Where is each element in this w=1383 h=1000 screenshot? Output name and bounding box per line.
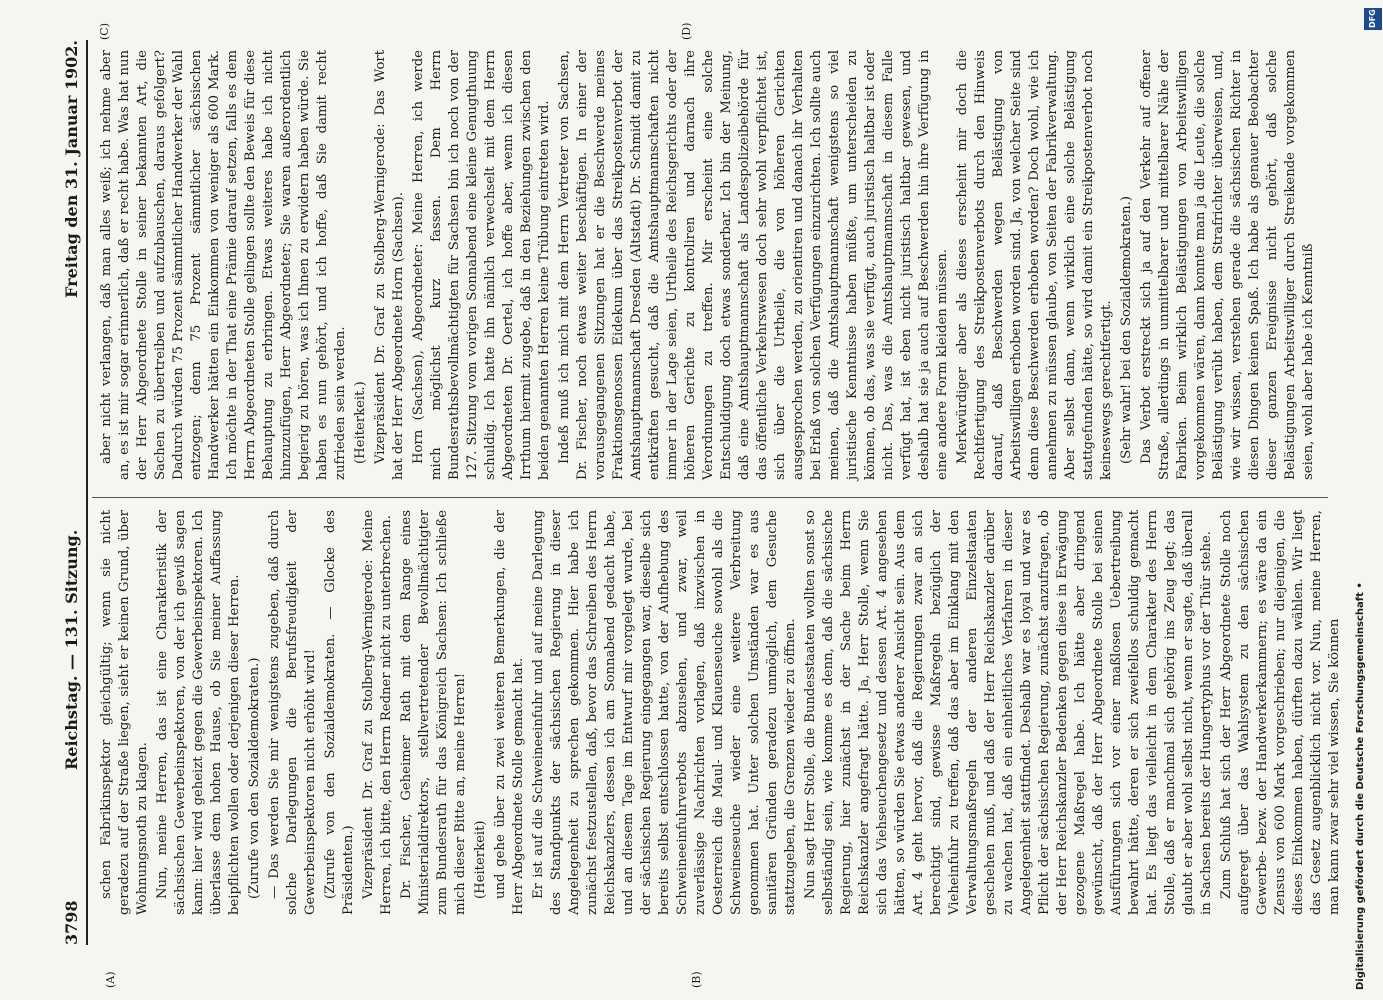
paragraph: aber nicht verlangen, daß man alles weiß; ich nehme aber an, es ist mir sogar erinnerlich, daß er recht habe. Was hat nun der Herr Abgeordnete Stolle in seiner bekannten Art, die Sachen zu übertreiben und aufzubauschen, daraus gefolgert? Dadurch würden 75 Prozent sämmtlicher Handwerker der Wahl entzogen; denn 75 Prozent sämmtlicher sächsischen Handwerker hätten ein Einkommen von weniger als 600 Mark. Ich möchte in der That eine Prämie darauf setzen, falls es dem Herrn Abgeordneten Stolle gelingen sollte den Beweis für diese Behauptung zu erbringen. Etwas weiteres habe ich nicht hinzuzufügen, Herr Abgeordneter; Sie waren außerordentlich begierig zu hören, was ich Ihnen zu erwidern haben würde. Sie haben es nun gehört, und ich hoffe, daß Sie damit recht zufrieden sein werden. (99, 50, 348, 480)
margin-marker-d: (D) (680, 22, 693, 40)
session-title: Reichstag. — 131. Sitzung. (62, 529, 81, 770)
page-number: 3798 (62, 900, 81, 945)
paragraph: Nun sagt Herr Stolle, die Bundesstaaten wollten sonst so selbständig sein, wie komme es denn, daß die sächsische Regierung, hier zunächst in der Sache beim Herrn Reichskanzler angefragt hätte. Ja, Herr Stolle, wenn Sie sich das Viehseuchengesetz und dessen Art. 4 angesehen hätten, so würden Sie etwas anderer Ansicht sein. Aus dem Art. 4 geht hervor, daß die Regierungen zwar an sich berechtigt sind, gewisse Maßregeln bezüglich der Vieheinfuhr zu treffen, daß das aber im Einklang mit den Verwaltungsmaßregeln der anderen Einzelstaaten geschehen muß, und daß der Herr Reichskanzler darüber zu wachen hat, daß ein einheitliches Verfahren in dieser Angelegenheit stattfindet. Deshalb war es loyal und war es Pflicht der sächsischen Regierung, zunächst anzufragen, ob der Herr Reichskanzler Bedenken gegen diese in Erwägung gezogene Maßregel habe. Ich hätte aber dringend gewünscht, daß der Herr Abgeordnete Stolle bei seinen Ausführungen sich vor einer maßlosen Uebertreibung bewahrt hätte, deren er sich zweifellos schuldig gemacht hat. Es liegt das vielleicht in dem Charakter des Herrn Stolle, daß er manchmal sich gehörig ins Zeug legt; das glaubt er aber wohl selbst nicht, wenn er sagte, daß überall in Sachsen bereits der Hungertyphus vor der Thür stehe. (803, 510, 1214, 915)
header-rule (86, 40, 88, 945)
paragraph: (Zurufe von den Sozialdemokraten.) (247, 657, 262, 899)
paragraph: Zum Schluß hat sich der Herr Abgeordnete Stolle noch aufgeregt über das Wahlsystem zu den sächsischen Gewerbe- bezw. der Handwerkerkammern; es wäre da ein Zensus von 600 Mark vorgeschrieben; nur diejenigen, die dieses Einkommen haben, dürften dazu wählen. Wir liegt das Gesetz augenblicklich nicht vor. Nun, meine Herren, man kann zwar sehr viel wissen, Sie können (1219, 510, 1342, 915)
paragraph: Vizepräsident Dr. Graf zu Stolberg-Wernigerode: Meine Herren, ich bitte, den Herrn Redner nicht zu unterbrechen. (361, 510, 394, 915)
paragraph: Dr. Fischer, Geheimer Rath mit dem Range eines Ministerialdirektors, stellvertretender Bevollmächtigter zum Bundesrath für das Königreich Sachsen: Ich schließe mich dieser Bitte an, meine Herren! (399, 510, 468, 915)
paragraph: Merkwürdiger aber als dieses erscheint mir doch die Rechtfertigung des Streikpostenverbots durch den Hinweis darauf, daß Beschwerden wegen Belästigung von Arbeitswilligen erhoben worden sind. Ja, von welcher Seite sind denn diese Beschwerden erhoben worden? Doch wohl, wie ich annehmen zu müssen glaube, von Seiten der Fabrikverwaltung. Aber selbst dann, wenn wirklich eine solche Belästigung stattgefunden hätte, so wird damit ein Streikpostenverbot noch keineswegs gerechtfertigt. (955, 50, 1114, 480)
credit-text: Digitalisierung gefördert durch die Deutsche Forschungsgemeinschaft • (1355, 582, 1366, 990)
paragraph: — Das werden Sie mir wenigstens zugeben, daß durch solche Darlegungen die Berufsfreudigkeit der Gewerbeinspektoren nicht erhöht wird! (267, 510, 318, 915)
left-column (98, 510, 1342, 915)
paragraph: (Heiterkeit) (473, 820, 488, 899)
paragraph: Indeß muß ich mich mit dem Herrn Vertreter von Sachsen, Dr. Fischer, noch etwas weiter beschäftigen. In einer der vorausgegangenen Sitzungen hat er die Beschwerde meines Fraktionsgenossen Eidekum über das Streikpostenverbot der Amtshauptmannschaft Dresden (Altstadt) Dr. Schmidt damit zu entkräften gesucht, daß die Amtshauptmannschaften nicht immer in der Lage seien, Urtheile des Reichsgerichts oder der höheren Gerichte zu kontroliren und darnach ihre Verordnungen zu treffen. Mir erscheint eine solche Entschuldigung doch etwas sonderbar. Ich bin der Meinung, daß eine Amtshauptmannschaft als Landespolizeibehörde für das öffentliche Verkehrswesen doch sehr wohl verpflichtet ist, sich über die Urtheile, die von höheren Gerichten ausgesprochen werden, zu orientiren und danach ihr Verhalten bei Erlaß von solchen Verfügungen einzurichten. Ich sollte auch meinen, daß die Amtshauptmannschaft wenigstens so viel juristische Kenntnisse haben müßte, um unterscheiden zu können, ob das, was sie verfügt, auch juristisch haltbar ist oder nicht. Das, was die Amtshauptmannschaft in diesem Falle verfügt hat, ist eben nicht juristisch haltbar gewesen, und deshalb hat sie ja auch auf Beschwerden hin ihre Verfügung in eine andere Form kleiden müssen. (557, 50, 950, 480)
paragraph: (Zurufe von den Sozialdemokraten. — Glocke des Präsidenten.) (323, 510, 356, 915)
digitization-credit (1355, 10, 1379, 990)
paragraph: Das Verbot erstreckt sich ja auf den Verkehr auf offener Straße, allerdings in unmittelbarer und mittelbarer Nähe der Fabriken. Beim wirklich Belästigungen von Arbeitswilligen vorgekommen wären, dann konnte man ja die Leute, die solche Belästigung verübt haben, dem Strafrichter überweisen, und, wie wir wissen, verstehen gerade die sächsischen Richter in diesen Dingen keinen Spaß. Ich habe als genauer Beobachter dieser ganzen Ereignisse nicht gehört, daß solche Belästigungen Arbeitswilliger durch Streikende vorgekommen seien, wohl aber habe ich Kenntniß (1139, 50, 1316, 480)
paragraph: Vizepräsident Dr. Graf zu Stolberg-Wernigerode: Das Wort hat der Herr Abgeordnete Horn (Sachsen). (373, 50, 406, 480)
column-divider (92, 497, 1328, 498)
paragraph: (Sehr wahr! bei den Sozialdemokraten.) (1119, 196, 1134, 464)
running-header (62, 40, 84, 945)
margin-marker-c: (C) (98, 23, 111, 40)
right-column (98, 50, 1328, 480)
margin-marker-b: (B) (690, 971, 703, 988)
paragraph: Er ist auf die Schweineeinfuhr und auf meine Darlegung des Standpunkts der sächsischen Regierung in dieser Angelegenheit zu sprechen gekommen. Hier habe ich zunächst festzustellen, daß, bevor das Schreiben des Herrn Reichskanzlers, dessen ich am Sonnabend gedacht habe, und an diesem Tage im Entwurf mir vorgelegt wurde, bei der sächsischen Regierung eingegangen war, dieselbe sich bereits selbst entschlossen hatte, von der Aufhebung des Schweineeinfuhrverbots abzusehen, und zwar, weil zuverlässige Nachrichten vorlagen, daß inzwischen in Oesterreich die Maul- und Klauenseuche sowohl als die Schweineseuche wieder eine weitere Verbreitung genommen hat. Unter solchen Umständen war es aus sanitären Gründen geradezu unmöglich, dem Gesuche stattzugeben, die Grenzen wieder zu öffnen. (531, 510, 798, 915)
paragraph: schen Fabrikinspektor gleichgültig; wenn sie nicht geradezu auf der Straße liegen, sieht er keinen Grund, über Wohnungsnoth zu klagen. (99, 510, 150, 915)
dfg-logo: DFG (1364, 8, 1382, 30)
margin-marker-a: (A) (104, 971, 117, 988)
paragraph: Horn (Sachsen), Abgeordneter: Meine Herren, ich werde mich möglichst kurz fassen. Dem Herrn Bundesrathsbevollmächtigten für Sachsen bin ich noch von der 127. Sitzung vom vorigen Sonnabend eine kleine Genugthuung schuldig. Ich hatte ihn nämlich verwechselt mit dem Herrn Abgeordneten Dr. Oertel, ich hoffe aber, wenn ich diesen Irrthum hiermit zugebe, daß in den Beziehungen zwischen den beiden genannten Herren keine Trübung eintreten wird. (411, 50, 552, 480)
session-date: Freitag den 31. Januar 1902. (62, 40, 81, 298)
paragraph: und gehe über zu zwei weiteren Bemerkungen, die der Herr Abgeordnete Stolle gemacht hat. (493, 510, 526, 915)
paragraph: (Heiterkeit.) (353, 381, 368, 464)
paragraph: Nun, meine Herren, das ist eine Charakteristik der sächsischen Gewerbeinspektoren, von der ich gewiß sagen kann: hier wird geheizt gegen die Gewerbeinspektoren. Ich überlasse dem hohen Hause, ob Sie meiner Auffassung beipflichten wollen oder derjenigen dieser Herren. (155, 510, 242, 915)
